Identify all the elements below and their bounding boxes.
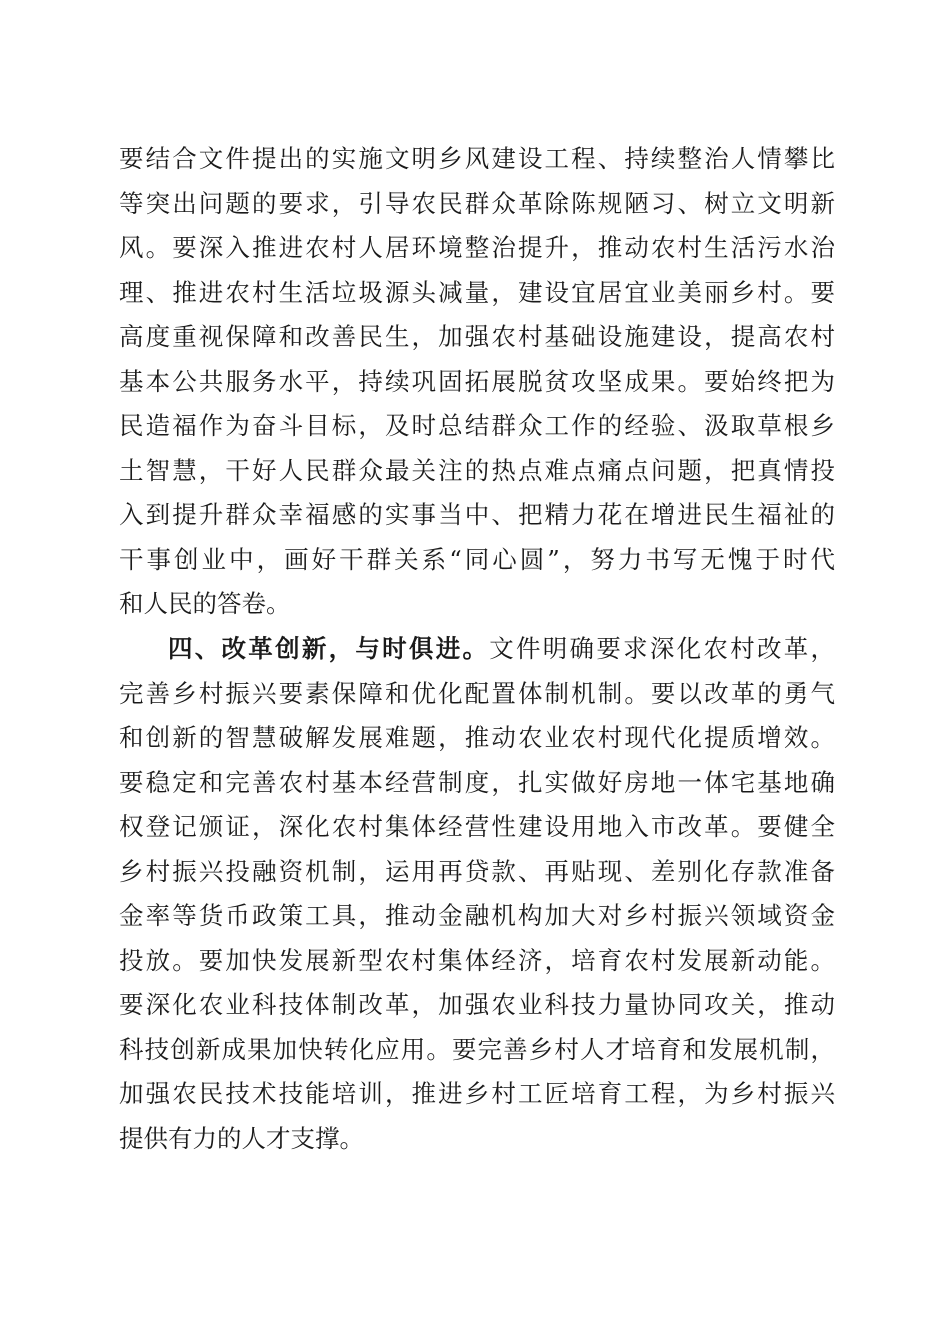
text-line: 加强农民技术技能培训，推进乡村工匠培育工程，为乡村振兴 <box>119 1079 835 1108</box>
text-line: 入到提升群众幸福感的实事当中、把精力花在增进民生福祉的 <box>119 500 835 529</box>
paragraph-reform-innovation <box>119 627 835 1161</box>
text-line: 提供有力的人才支撑。 <box>119 1123 364 1153</box>
text-line: 和创新的智慧破解发展难题，推动农业农村现代化提质增效。 <box>119 723 835 752</box>
text-line: 乡村振兴投融资机制，运用再贷款、再贴现、差别化存款准备 <box>119 856 835 886</box>
text-line: 干事创业中，画好干群关系“同心圆”，努力书写无愧于时代 <box>119 544 835 574</box>
paragraph-first-line <box>119 627 835 672</box>
text-line: 投放。要加快发展新型农村集体经济，培育农村发展新动能。 <box>119 945 835 975</box>
text-line: 民造福作为奋斗目标，及时总结群众工作的经验、汲取草根乡 <box>119 411 835 440</box>
text-line: 要结合文件提出的实施文明乡风建设工程、持续整治人情攀比 <box>119 144 835 173</box>
text-line: 基本公共服务水平，持续巩固拓展脱贫攻坚成果。要始终把为 <box>119 366 835 396</box>
text-line: 和人民的答卷。 <box>119 589 291 618</box>
text-line: 科技创新成果加快转化应用。要完善乡村人才培育和发展机制， <box>119 1034 835 1064</box>
text-line: 风。要深入推进农村人居环境整治提升，推动农村生活污水治 <box>119 233 835 262</box>
text-line: 金率等货币政策工具，推动金融机构加大对乡村振兴领域资金 <box>119 901 835 930</box>
text-line: 权登记颁证，深化农村集体经营性建设用地入市改革。要健全 <box>119 812 835 841</box>
text-fragment: 文件明确要求深化农村改革， <box>489 634 835 663</box>
section-heading: 四、改革创新，与时俱进。 <box>168 634 490 663</box>
text-line: 等突出问题的要求，引导农民群众革除陈规陋习、树立文明新 <box>119 188 835 218</box>
paragraph-rural-civilization <box>119 137 835 627</box>
text-line: 完善乡村振兴要素保障和优化配置体制机制。要以改革的勇气 <box>119 678 835 708</box>
text-line: 要深化农业科技体制改革，加强农业科技力量协同攻关，推动 <box>119 990 835 1019</box>
text-line: 要稳定和完善农村基本经营制度，扎实做好房地一体宅基地确 <box>119 767 835 797</box>
text-line: 理、推进农村生活垃圾源头减量，建设宜居宜业美丽乡村。要 <box>119 277 835 307</box>
text-line: 高度重视保障和改善民生，加强农村基础设施建设，提高农村 <box>119 322 835 351</box>
text-line: 土智慧，干好人民群众最关注的热点难点痛点问题，把真情投 <box>119 455 835 485</box>
